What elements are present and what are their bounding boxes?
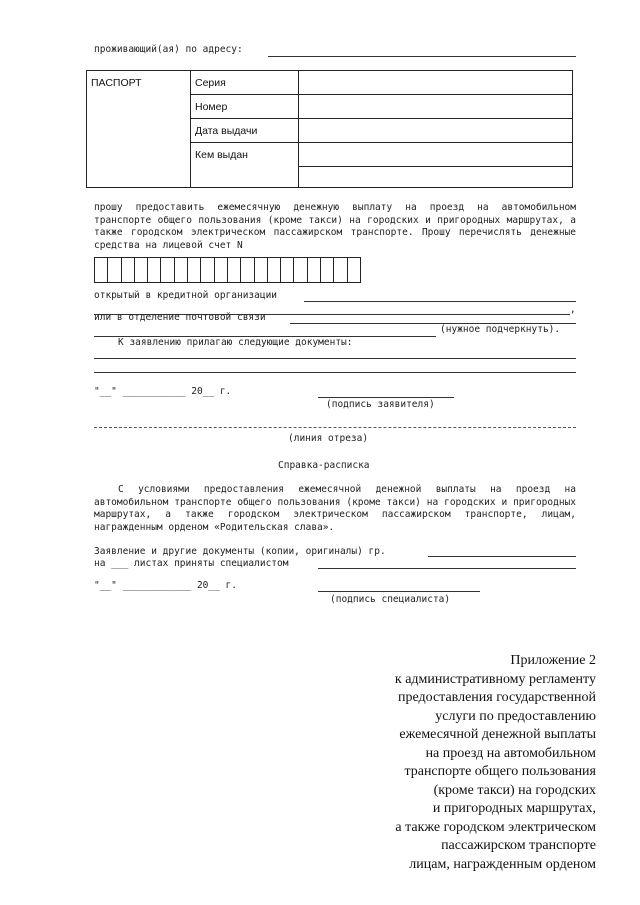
issue-date-field[interactable]	[299, 119, 572, 142]
documents-line-1[interactable]	[94, 358, 576, 359]
post-office-label: или в отделение почтовой связи	[94, 312, 266, 323]
passport-divider-1	[190, 71, 191, 187]
number-label: Номер	[195, 101, 228, 113]
sheets-label: на ___ листах приняты специалистом	[94, 558, 289, 569]
annex-line: на проезд на автомобильном	[425, 745, 596, 761]
annex-line: Приложение 2	[510, 653, 596, 668]
account-digit-box[interactable]	[333, 257, 347, 283]
annex-line: (кроме такси) на городских	[433, 782, 596, 798]
request-paragraph: прошу предоставить ежемесячную денежную выплату на проезд на автомобильном транспорте общего пользования (кроме такси) на городских и пригородных маршрутах, а также городском электрическом пассажирском транспорте. Прошу перечислять денежные средства на лицевой счет N	[94, 202, 576, 251]
account-digit-box[interactable]	[134, 257, 148, 283]
account-digit-box[interactable]	[267, 257, 281, 283]
annex-block	[296, 652, 596, 874]
cut-line	[94, 427, 576, 428]
account-digit-box[interactable]	[254, 257, 268, 283]
comma: ,	[570, 304, 576, 315]
underline-note: (нужное подчеркнуть).	[440, 324, 561, 335]
annex-line: и пригородных маршрутах,	[432, 801, 596, 816]
attach-label: К заявлению прилагаю следующие документы:	[118, 337, 353, 348]
docs-label: Заявление и другие документы (копии, оригиналы) гр.	[94, 546, 386, 557]
issue-date-label: Дата выдачи	[195, 125, 258, 137]
series-label: Серия	[195, 77, 226, 89]
account-digit-box[interactable]	[160, 257, 174, 283]
account-digit-box[interactable]	[107, 257, 121, 283]
annex-line: к административному регламенту	[394, 671, 596, 687]
account-digit-box[interactable]	[347, 257, 361, 283]
specialist-signature-line[interactable]	[318, 591, 480, 592]
account-digit-box[interactable]	[227, 257, 241, 283]
documents-line-2[interactable]	[94, 372, 576, 373]
series-field[interactable]	[299, 71, 572, 94]
cut-line-label: (линия отреза)	[288, 433, 369, 444]
annex-line: а также городском электрическом	[395, 819, 596, 835]
annex-line: лицам, награжденным орденом	[409, 856, 596, 872]
account-digit-box[interactable]	[121, 257, 135, 283]
specialist-signature-label: (подпись специалиста)	[330, 594, 451, 605]
account-digit-box[interactable]	[174, 257, 188, 283]
account-digit-box[interactable]	[200, 257, 214, 283]
account-digit-box[interactable]	[293, 257, 307, 283]
annex-line: транспорте общего пользования	[404, 764, 596, 779]
annex-line: пассажирском транспорте	[441, 838, 596, 853]
passport-table	[86, 70, 573, 188]
account-digit-box[interactable]	[280, 257, 294, 283]
annex-line: ежемесячной денежной выплаты	[399, 727, 596, 742]
date-line-2[interactable]: "__" ____________ 20__ г.	[94, 580, 237, 591]
account-number-boxes[interactable]	[94, 257, 360, 283]
credit-org-field-line[interactable]	[304, 301, 576, 302]
issued-by-label: Кем выдан	[195, 149, 248, 161]
number-field[interactable]	[299, 95, 572, 118]
annex-line: предоставления государственной	[397, 690, 596, 705]
address-field-line[interactable]	[268, 56, 576, 57]
date-line-1[interactable]: "__" ___________ 20__ г.	[94, 386, 232, 397]
applicant-signature-label: (подпись заявителя)	[326, 399, 435, 410]
account-digit-box[interactable]	[147, 257, 161, 283]
specialist-name-line[interactable]	[318, 568, 576, 569]
account-digit-box[interactable]	[187, 257, 201, 283]
account-digit-box[interactable]	[307, 257, 321, 283]
address-label: проживающий(ая) по адресу:	[94, 44, 243, 55]
passport-title: ПАСПОРТ	[91, 77, 142, 89]
annex-line: услуги по предоставлению	[435, 708, 596, 724]
issued-by-field[interactable]	[299, 143, 572, 187]
receipt-paragraph: С условиями предоставления ежемесячной денежной выплаты на проезд на автомобильном транспорте общего пользования (кроме такси) на городских и пригородных маршрутах, а также городском электрическом пассажирском транспорте, лицам, награжденным орденом «Родительская слава».	[94, 484, 576, 533]
account-digit-box[interactable]	[214, 257, 228, 283]
account-digit-box[interactable]	[240, 257, 254, 283]
account-digit-box[interactable]	[94, 257, 108, 283]
applicant-signature-line[interactable]	[318, 397, 454, 398]
receipt-title: Справка-расписка	[278, 460, 370, 471]
citizen-name-line[interactable]	[428, 556, 576, 557]
credit-org-label: открытый в кредитной организации	[94, 290, 278, 301]
account-digit-box[interactable]	[320, 257, 334, 283]
